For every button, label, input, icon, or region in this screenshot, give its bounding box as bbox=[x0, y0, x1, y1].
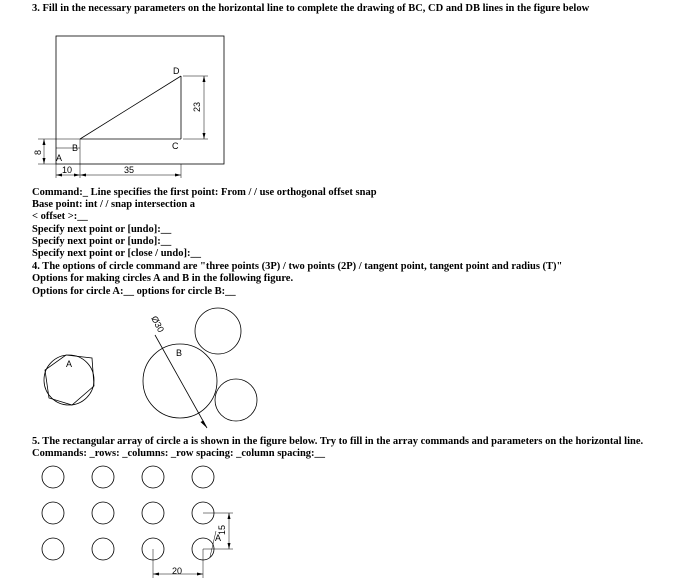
array-circle bbox=[42, 466, 64, 488]
array-circle bbox=[142, 538, 164, 560]
q5-dim-20: 20 bbox=[172, 566, 183, 576]
q4-circle-b bbox=[143, 344, 217, 418]
q3-line-2: Base point: int / / snap intersection a bbox=[32, 199, 196, 210]
array-circle-a bbox=[192, 538, 214, 560]
array-circle bbox=[92, 466, 114, 488]
array-circle bbox=[42, 502, 64, 524]
q4-circle-right bbox=[215, 379, 257, 421]
q3-label-a: A bbox=[56, 153, 63, 163]
q3-line-1: Command:_ Line specifies the first point: From / / use orthogonal offset snap bbox=[32, 187, 377, 198]
array-circle bbox=[192, 502, 214, 524]
q3-title: 3. Fill in the necessary parameters on the horizontal line to complete the drawing of BC, CD and DB lines in the figure below bbox=[32, 3, 590, 14]
q4-dim-diameter: Ø30 bbox=[149, 314, 167, 334]
q4-circle-top bbox=[195, 308, 241, 354]
q4-diameter-line bbox=[155, 335, 207, 428]
q4-line-3: Options for circle A:__ options for circle B:__ bbox=[32, 286, 236, 297]
q4-circle-a bbox=[44, 355, 94, 405]
q3-line-4: Specify next point or [undo]:__ bbox=[32, 224, 172, 235]
q3-line-5: Specify next point or [undo]:__ bbox=[32, 236, 172, 247]
q5-dim-15: 15 bbox=[217, 524, 227, 535]
array-circle bbox=[92, 538, 114, 560]
q5-label-a: A bbox=[215, 533, 222, 543]
q4-line-2: Options for making circles A and B in the following figure. bbox=[32, 273, 294, 284]
q3-line-3: < offset >:__ bbox=[32, 211, 88, 222]
q4-line-1: 4. The options of circle command are "three points (3P) / two points (2P) / tangent point, tangent point and radius (T)" bbox=[32, 261, 563, 272]
q3-dim-35: 35 bbox=[124, 165, 135, 175]
q4-hexagon bbox=[45, 355, 94, 405]
array-circle bbox=[92, 502, 114, 524]
q3-dim-10: 10 bbox=[62, 165, 73, 175]
q4-label-b: B bbox=[176, 348, 183, 358]
q3-frame bbox=[56, 36, 224, 164]
q3-label-c: C bbox=[172, 141, 179, 151]
q4-label-a: A bbox=[66, 359, 73, 369]
array-circle bbox=[142, 466, 164, 488]
array-circle bbox=[192, 466, 214, 488]
q5-line-2: Commands: _rows: _columns: _row spacing: _column spacing:__ bbox=[32, 448, 326, 459]
line-db bbox=[80, 76, 181, 139]
array-circle bbox=[42, 538, 64, 560]
q3-line-6: Specify next point or [close / undo]:__ bbox=[32, 248, 201, 259]
q5-line-1: 5. The rectangular array of circle a is shown in the figure below. Try to fill in the array commands and parameters on the horizontal line. bbox=[32, 436, 644, 447]
q3-label-d: D bbox=[173, 66, 180, 76]
q3-dim-8: 8 bbox=[33, 149, 43, 155]
array-circle bbox=[142, 502, 164, 524]
q3-label-b: B bbox=[72, 143, 79, 153]
q3-dim-23: 23 bbox=[192, 101, 202, 112]
